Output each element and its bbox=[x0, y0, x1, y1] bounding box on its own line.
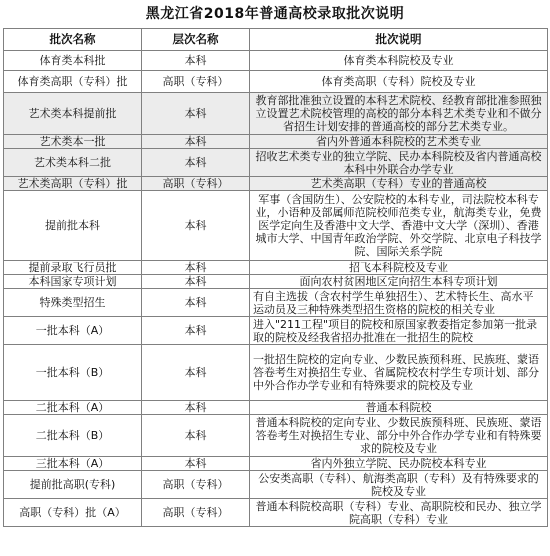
table-row bbox=[4, 71, 548, 93]
level-name: 高职（专科） bbox=[142, 71, 250, 93]
batch-desc: 体育类高职（专科）院校及专业 bbox=[250, 71, 548, 93]
level-name: 本科 bbox=[142, 275, 250, 289]
batch-desc: 进入"211工程"项目的院校和原国家教委指定参加第一批录取的院校及经我省招办批准在一批招生的院校 bbox=[250, 317, 548, 345]
level-name: 本科 bbox=[142, 345, 250, 401]
level-name: 本科 bbox=[142, 457, 250, 471]
table-row bbox=[4, 93, 548, 135]
table-row bbox=[4, 499, 548, 527]
batch-desc: 招飞本科院校及专业 bbox=[250, 261, 548, 275]
table-row bbox=[4, 261, 548, 275]
level-name: 本科 bbox=[142, 401, 250, 415]
batch-name: 本科国家专项计划 bbox=[4, 275, 142, 289]
batch-desc: 军事（含国防生）、公安院校的本科专业，司法院校本科专业，小语种及部属师范院校师范类专业，航海类专业，免费医学定向生及香港中文大学、香港中文大学（深圳）、香港城市大学、中国青年政治学院、外交学院、北京电子科技学院、国际关系学院 bbox=[250, 191, 548, 261]
batch-table bbox=[3, 28, 548, 527]
batch-name: 艺术类本科提前批 bbox=[4, 93, 142, 135]
table-row bbox=[4, 345, 548, 401]
batch-desc: 艺术类高职（专科）专业的普通高校 bbox=[250, 177, 548, 191]
batch-name: 体育类本科批 bbox=[4, 51, 142, 71]
batch-name: 体育类高职（专科）批 bbox=[4, 71, 142, 93]
level-name: 本科 bbox=[142, 135, 250, 149]
batch-desc: 公安类高职（专科）、航海类高职（专科）及有特殊要求的院校及专业 bbox=[250, 471, 548, 499]
batch-name: 二批本科（B） bbox=[4, 415, 142, 457]
batch-desc: 体育类本科院校及专业 bbox=[250, 51, 548, 71]
batch-name: 提前批本科 bbox=[4, 191, 142, 261]
table-row bbox=[4, 317, 548, 345]
header-batch-desc: 批次说明 bbox=[250, 29, 548, 51]
batch-desc: 省内外普通本科院校的艺术类专业 bbox=[250, 135, 548, 149]
batch-desc: 有自主选拔（含农村学生单独招生）、艺术特长生、高水平运动员及三种特殊类型招生资格的院校的相关专业 bbox=[250, 289, 548, 317]
batch-name: 提前批高职(专科) bbox=[4, 471, 142, 499]
batch-desc: 普通本科院校的定向专业、少数民族预科班、民族班、蒙语答卷考生对换招生专业、部分中外合作办学专业和有特殊要求的院校及专业 bbox=[250, 415, 548, 457]
page-title: 黑龙江省2018年普通高校录取批次说明 bbox=[145, 6, 405, 22]
level-name: 本科 bbox=[142, 415, 250, 457]
table-row bbox=[4, 51, 548, 71]
batch-name: 特殊类型招生 bbox=[4, 289, 142, 317]
batch-desc: 面向农村贫困地区定向招生本科专项计划 bbox=[250, 275, 548, 289]
level-name: 本科 bbox=[142, 289, 250, 317]
batch-name: 一批本科（B） bbox=[4, 345, 142, 401]
level-name: 本科 bbox=[142, 191, 250, 261]
table-row bbox=[4, 401, 548, 415]
batch-desc: 教育部批准独立设置的本科艺术院校、经教育部批准参照独立设置艺术院校管理的高校的部分本科艺术类专业和不做分省招生计划安排的普通高校的部分艺术类专业。 bbox=[250, 93, 548, 135]
table-row bbox=[4, 177, 548, 191]
table-header-row bbox=[4, 29, 548, 51]
table-row bbox=[4, 275, 548, 289]
level-name: 本科 bbox=[142, 93, 250, 135]
header-level-name: 层次名称 bbox=[142, 29, 250, 51]
table-row bbox=[4, 471, 548, 499]
table-row bbox=[4, 289, 548, 317]
table-row bbox=[4, 191, 548, 261]
batch-name: 提前录取飞行员批 bbox=[4, 261, 142, 275]
header-batch-name: 批次名称 bbox=[4, 29, 142, 51]
batch-name: 二批本科（A） bbox=[4, 401, 142, 415]
batch-name: 三批本科（A） bbox=[4, 457, 142, 471]
table-row bbox=[4, 415, 548, 457]
level-name: 本科 bbox=[142, 149, 250, 177]
batch-name: 艺术类本一批 bbox=[4, 135, 142, 149]
table-row bbox=[4, 149, 548, 177]
level-name: 高职（专科） bbox=[142, 471, 250, 499]
batch-name: 艺术类本科二批 bbox=[4, 149, 142, 177]
batch-name: 一批本科（A） bbox=[4, 317, 142, 345]
level-name: 本科 bbox=[142, 261, 250, 275]
table-row bbox=[4, 457, 548, 471]
batch-desc: 一批招生院校的定向专业、少数民族预科班、民族班、蒙语答卷考生对换招生专业、省属院校农村学生专项计划、部分中外合作办学专业和有特殊要求的院校及专业 bbox=[250, 345, 548, 401]
level-name: 高职（专科） bbox=[142, 499, 250, 527]
level-name: 本科 bbox=[142, 51, 250, 71]
batch-desc: 招收艺术类专业的独立学院、民办本科院校及省内普通高校本科中外联合办学专业 bbox=[250, 149, 548, 177]
batch-desc: 普通本科院校高职（专科）专业、高职院校和民办、独立学院高职（专科）专业 bbox=[250, 499, 548, 527]
level-name: 本科 bbox=[142, 317, 250, 345]
batch-desc: 省内外独立学院、民办院校本科专业 bbox=[250, 457, 548, 471]
batch-name: 高职（专科）批（A） bbox=[4, 499, 142, 527]
table-row bbox=[4, 135, 548, 149]
batch-name: 艺术类高职（专科）批 bbox=[4, 177, 142, 191]
batch-desc: 普通本科院校 bbox=[250, 401, 548, 415]
level-name: 高职（专科） bbox=[142, 177, 250, 191]
